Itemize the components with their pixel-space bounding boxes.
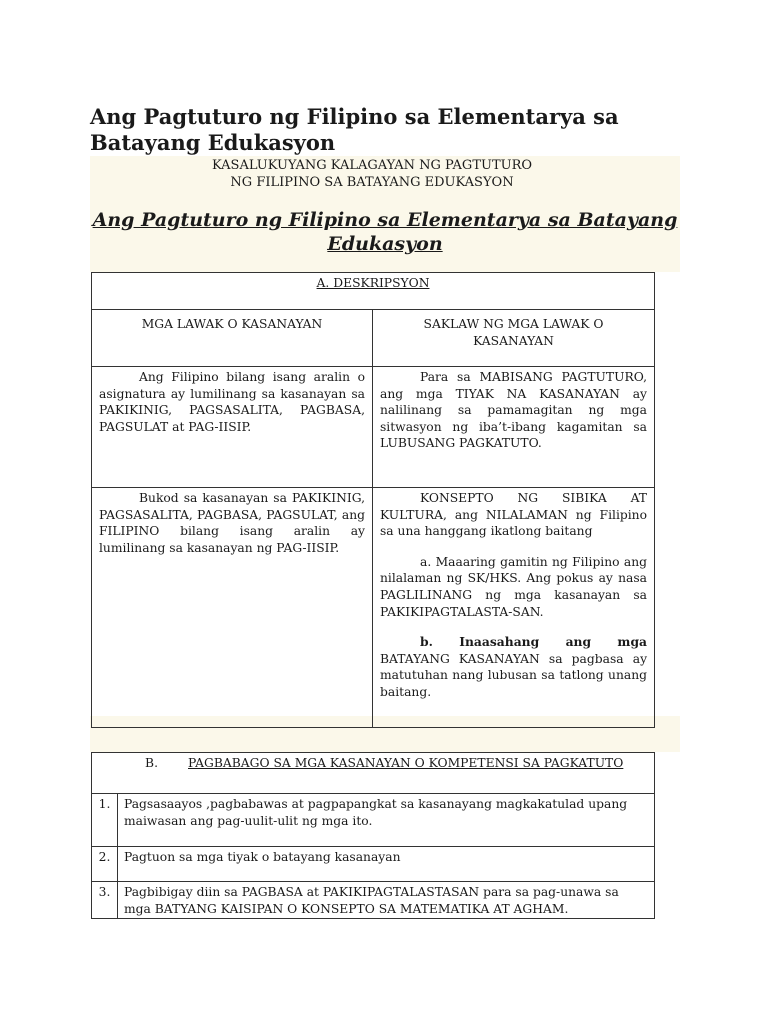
- column-header-scope: SAKLAW NG MGA LAWAK O KASANAYAN: [373, 310, 655, 367]
- document-heading-line2: Edukasyon: [327, 233, 443, 255]
- cell-text: Ang Filipino bilang isang aralin o asignatura ay lumilinang sa kasanayan sa PAKIKINIG, PAGSASALITA, PAGBASA, PAGSULAT at PAG-IISIP.: [99, 370, 365, 434]
- competency-changes-table: [91, 752, 655, 919]
- cell-text: a. Maaaring gamitin ng Filipino ang nilalaman ng SK/HKS. Ang pokus ay nasa PAGLILINANG ng mga kasanayan sa PAKIKIPAGTALASTA-SAN.: [380, 554, 648, 619]
- cell-text-bold: b. Inaasahang ang mga: [420, 634, 648, 650]
- competency-table-header: [92, 753, 655, 794]
- cell-text: Bukod sa kasanayan sa PAKIKINIG, PAGSASALITA, PAGBASA, PAGSULAT, ang FILIPINO bilang isang aralin ay lumilinang sa kasanayan ng PAG-IISIP.: [99, 491, 365, 555]
- cell-text-rest: BATAYANG KASANAYAN sa pagbasa ay matutuhan nang lubusan sa tatlong unang baitang.: [380, 651, 648, 699]
- page-title-line1: Ang Pagtuturo ng Filipino sa Elementarya sa: [90, 104, 619, 129]
- table-cell: [373, 367, 655, 488]
- cell-text: Para sa MABISANG PAGTUTURO, ang mga TIYAK NA KASANAYAN ay nalilinang sa pamamagitan ng mga sitwasyon ng iba’t-ibang kagamitan sa LUBUSANG PAGKATUTO.: [380, 370, 648, 451]
- section-number: B.: [145, 756, 158, 770]
- description-header-label: A. DESKRIPSYON: [316, 276, 430, 290]
- column-header-areas: MGA LAWAK O KASANAYAN: [92, 310, 373, 367]
- page-title-line2: Batayang Edukasyon: [90, 130, 336, 155]
- cell-text: [380, 634, 647, 700]
- subheading-line1: KASALUKUYANG KALAGAYAN NG PAGTUTURO: [211, 158, 533, 173]
- description-table-header: [92, 273, 655, 310]
- table-cell: [92, 367, 373, 488]
- row-number: 3.: [92, 882, 118, 919]
- cell-text: KONSEPTO NG SIBIKA AT KULTURA, ang NILALAMAN ng Filipino sa una hanggang ikatlong baitang: [380, 491, 648, 539]
- subheading-line2: NG FILIPINO SA BATAYANG EDUKASYON: [230, 175, 514, 190]
- document-heading: [90, 208, 680, 256]
- row-number: 1.: [92, 794, 118, 847]
- row-text: Pagtuon sa mga tiyak o batayang kasanayan: [118, 847, 655, 882]
- document-subheading: [90, 157, 654, 191]
- row-number: 2.: [92, 847, 118, 882]
- section-heading: PAGBABAGO SA MGA KASANAYAN O KOMPETENSI SA PAGKATUTO: [188, 756, 624, 770]
- row-text: Pagsasaayos ,pagbabawas at pagpapangkat sa kasanayang magkakatulad upang maiwasan ang pag-uulit-ulit ng mga ito.: [118, 794, 655, 847]
- row-text: Pagbibigay diin sa PAGBASA at PAKIKIPAGTALASTASAN para sa pag-unawa sa mga BATYANG KAISIPAN O KONSEPTO SA MATEMATIKA AT AGHAM.: [118, 882, 655, 919]
- document-heading-line1: Ang Pagtuturo ng Filipino sa Elementarya sa Batayang: [92, 209, 678, 231]
- table-cell: [92, 488, 373, 728]
- table-cell: [373, 488, 655, 728]
- page-title: [90, 104, 690, 156]
- description-table: [91, 272, 655, 728]
